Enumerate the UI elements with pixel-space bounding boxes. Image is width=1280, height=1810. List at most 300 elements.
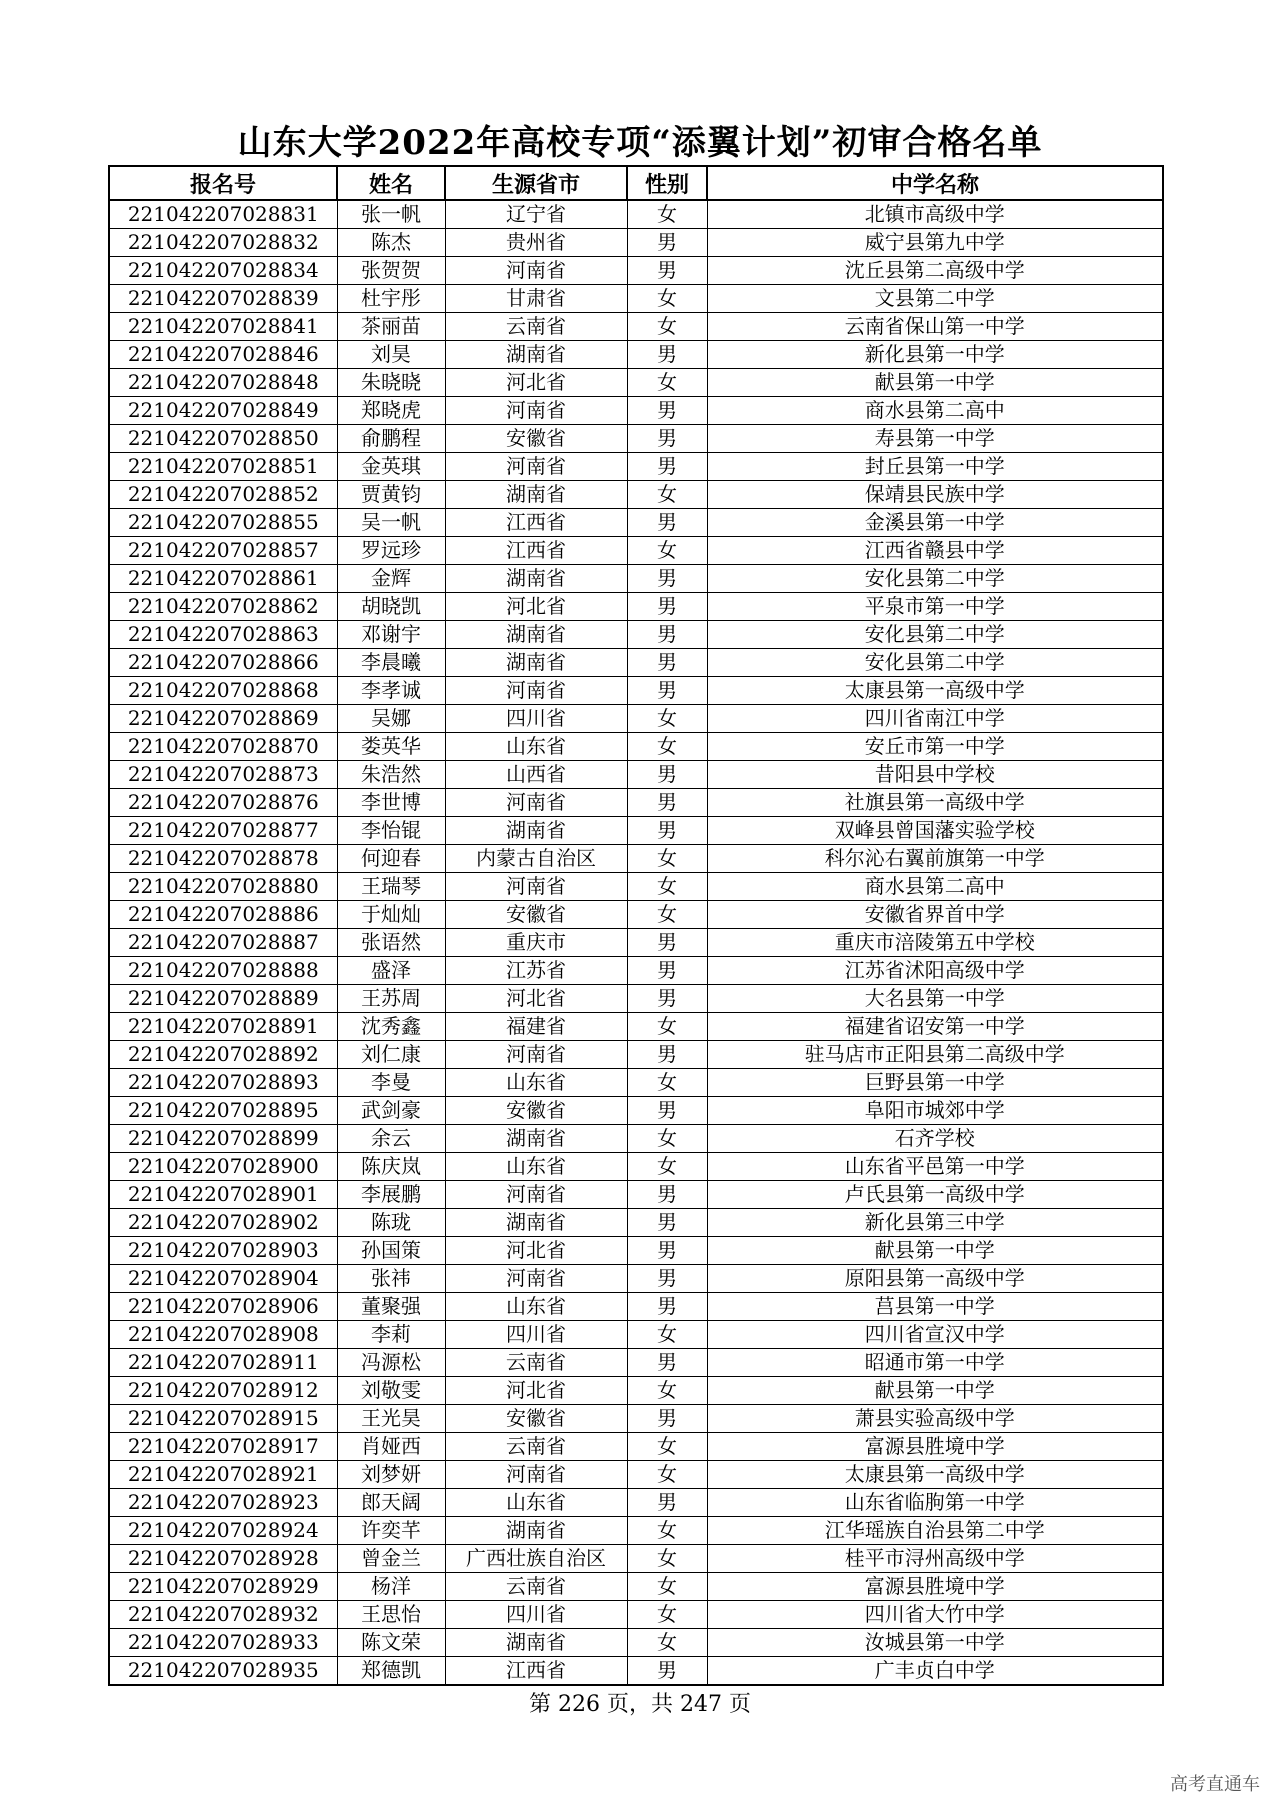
cell-province: 湖南省 [445, 621, 627, 649]
table-row [109, 705, 1163, 733]
cell-gender: 女 [627, 705, 707, 733]
cell-registration-number: 221042207028908 [109, 1321, 337, 1349]
cell-registration-number: 221042207028892 [109, 1041, 337, 1069]
cell-gender: 男 [627, 1209, 707, 1237]
cell-province: 河北省 [445, 985, 627, 1013]
cell-gender: 男 [627, 1489, 707, 1517]
table-row [109, 1545, 1163, 1573]
cell-registration-number: 221042207028870 [109, 733, 337, 761]
cell-school: 平泉市第一中学 [707, 593, 1163, 621]
cell-province: 云南省 [445, 313, 627, 341]
cell-school: 科尔沁右翼前旗第一中学 [707, 845, 1163, 873]
cell-gender: 女 [627, 1629, 707, 1657]
cell-gender: 女 [627, 1601, 707, 1629]
cell-name: 王光昊 [337, 1405, 445, 1433]
cell-province: 河南省 [445, 1265, 627, 1293]
cell-gender: 男 [627, 1657, 707, 1686]
cell-name: 郑德凯 [337, 1657, 445, 1686]
table-row [109, 1601, 1163, 1629]
table-row [109, 733, 1163, 761]
cell-registration-number: 221042207028848 [109, 369, 337, 397]
cell-province: 贵州省 [445, 229, 627, 257]
cell-name: 贾黄钧 [337, 481, 445, 509]
cell-name: 吴一帆 [337, 509, 445, 537]
cell-gender: 女 [627, 1573, 707, 1601]
cell-gender: 女 [627, 901, 707, 929]
cell-name: 李晨曦 [337, 649, 445, 677]
cell-school: 云南省保山第一中学 [707, 313, 1163, 341]
cell-gender: 男 [627, 509, 707, 537]
table-row [109, 229, 1163, 257]
cell-gender: 女 [627, 1545, 707, 1573]
cell-province: 河南省 [445, 257, 627, 285]
cell-school: 驻马店市正阳县第二高级中学 [707, 1041, 1163, 1069]
cell-name: 朱晓晓 [337, 369, 445, 397]
cell-name: 冯源松 [337, 1349, 445, 1377]
cell-registration-number: 221042207028857 [109, 537, 337, 565]
cell-school: 文县第二中学 [707, 285, 1163, 313]
cell-school: 太康县第一高级中学 [707, 1461, 1163, 1489]
cell-registration-number: 221042207028877 [109, 817, 337, 845]
cell-province: 湖南省 [445, 1209, 627, 1237]
cell-name: 杜宇彤 [337, 285, 445, 313]
table-row [109, 789, 1163, 817]
cell-province: 安徽省 [445, 901, 627, 929]
table-row [109, 1237, 1163, 1265]
cell-registration-number: 221042207028924 [109, 1517, 337, 1545]
table-row [109, 1265, 1163, 1293]
table-row [109, 817, 1163, 845]
cell-name: 李世博 [337, 789, 445, 817]
cell-registration-number: 221042207028866 [109, 649, 337, 677]
cell-school: 安化县第二中学 [707, 649, 1163, 677]
cell-province: 河北省 [445, 1377, 627, 1405]
cell-registration-number: 221042207028861 [109, 565, 337, 593]
cell-province: 山东省 [445, 1293, 627, 1321]
cell-registration-number: 221042207028886 [109, 901, 337, 929]
cell-gender: 男 [627, 397, 707, 425]
cell-gender: 男 [627, 649, 707, 677]
table-row [109, 1405, 1163, 1433]
cell-gender: 女 [627, 1013, 707, 1041]
table-row [109, 1293, 1163, 1321]
document-title: 山东大学2022年高校专项“添翼计划”初审合格名单 [237, 123, 1043, 163]
cell-school: 福建省诏安第一中学 [707, 1013, 1163, 1041]
cell-gender: 女 [627, 285, 707, 313]
cell-province: 重庆市 [445, 929, 627, 957]
cell-name: 张语然 [337, 929, 445, 957]
cell-province: 河南省 [445, 1041, 627, 1069]
table-row [109, 677, 1163, 705]
cell-name: 朱浩然 [337, 761, 445, 789]
cell-province: 甘肃省 [445, 285, 627, 313]
cell-school: 大名县第一中学 [707, 985, 1163, 1013]
cell-gender: 男 [627, 1237, 707, 1265]
cell-province: 江苏省 [445, 957, 627, 985]
cell-gender: 男 [627, 1097, 707, 1125]
cell-school: 广丰贞白中学 [707, 1657, 1163, 1686]
cell-gender: 女 [627, 1069, 707, 1097]
table-row [109, 313, 1163, 341]
table-row [109, 453, 1163, 481]
table-row [109, 1069, 1163, 1097]
cell-registration-number: 221042207028893 [109, 1069, 337, 1097]
cell-registration-number: 221042207028863 [109, 621, 337, 649]
table-row [109, 397, 1163, 425]
cell-gender: 男 [627, 425, 707, 453]
cell-gender: 男 [627, 677, 707, 705]
table-row [109, 1573, 1163, 1601]
cell-province: 湖南省 [445, 481, 627, 509]
cell-province: 河南省 [445, 1461, 627, 1489]
column-header-registration-number: 报名号 [109, 166, 337, 200]
cell-school: 保靖县民族中学 [707, 481, 1163, 509]
cell-name: 胡晓凯 [337, 593, 445, 621]
cell-province: 山西省 [445, 761, 627, 789]
cell-name: 娄英华 [337, 733, 445, 761]
cell-name: 王瑞琴 [337, 873, 445, 901]
table-row [109, 901, 1163, 929]
table-row [109, 1489, 1163, 1517]
cell-gender: 女 [627, 1321, 707, 1349]
cell-registration-number: 221042207028862 [109, 593, 337, 621]
cell-school: 巨野县第一中学 [707, 1069, 1163, 1097]
cell-province: 河南省 [445, 453, 627, 481]
cell-name: 陈庆岚 [337, 1153, 445, 1181]
table-row [109, 1349, 1163, 1377]
cell-province: 山东省 [445, 733, 627, 761]
cell-province: 四川省 [445, 1601, 627, 1629]
cell-name: 武剑豪 [337, 1097, 445, 1125]
cell-registration-number: 221042207028917 [109, 1433, 337, 1461]
cell-province: 湖南省 [445, 649, 627, 677]
cell-name: 张贺贺 [337, 257, 445, 285]
cell-name: 俞鹏程 [337, 425, 445, 453]
cell-school: 桂平市浔州高级中学 [707, 1545, 1163, 1573]
cell-name: 陈杰 [337, 229, 445, 257]
cell-name: 李曼 [337, 1069, 445, 1097]
cell-gender: 女 [627, 845, 707, 873]
table-row [109, 537, 1163, 565]
cell-school: 汝城县第一中学 [707, 1629, 1163, 1657]
cell-name: 孙国策 [337, 1237, 445, 1265]
cell-school: 双峰县曾国藩实验学校 [707, 817, 1163, 845]
cell-registration-number: 221042207028832 [109, 229, 337, 257]
cell-school: 献县第一中学 [707, 1237, 1163, 1265]
cell-gender: 男 [627, 985, 707, 1013]
table-row [109, 1321, 1163, 1349]
cell-registration-number: 221042207028888 [109, 957, 337, 985]
table-row [109, 1517, 1163, 1545]
cell-gender: 女 [627, 369, 707, 397]
cell-name: 金辉 [337, 565, 445, 593]
cell-name: 杨洋 [337, 1573, 445, 1601]
cell-gender: 男 [627, 817, 707, 845]
cell-name: 吴娜 [337, 705, 445, 733]
cell-gender: 男 [627, 621, 707, 649]
cell-province: 湖南省 [445, 1629, 627, 1657]
cell-name: 刘梦妍 [337, 1461, 445, 1489]
cell-name: 盛泽 [337, 957, 445, 985]
column-header-gender: 性别 [627, 166, 707, 200]
cell-school: 沈丘县第二高级中学 [707, 257, 1163, 285]
cell-name: 刘敬雯 [337, 1377, 445, 1405]
header-row [109, 166, 1163, 200]
cell-gender: 女 [627, 1125, 707, 1153]
cell-registration-number: 221042207028929 [109, 1573, 337, 1601]
cell-name: 王苏周 [337, 985, 445, 1013]
cell-name: 肖娅西 [337, 1433, 445, 1461]
cell-province: 云南省 [445, 1349, 627, 1377]
cell-province: 河南省 [445, 1181, 627, 1209]
table-row [109, 481, 1163, 509]
table-row [109, 257, 1163, 285]
cell-gender: 男 [627, 565, 707, 593]
cell-gender: 男 [627, 1041, 707, 1069]
cell-registration-number: 221042207028904 [109, 1265, 337, 1293]
cell-province: 湖南省 [445, 1517, 627, 1545]
cell-registration-number: 221042207028912 [109, 1377, 337, 1405]
page-footer: 第 226 页，共 247 页 [529, 1692, 751, 1717]
cell-registration-number: 221042207028850 [109, 425, 337, 453]
cell-name: 于灿灿 [337, 901, 445, 929]
cell-registration-number: 221042207028887 [109, 929, 337, 957]
cell-registration-number: 221042207028831 [109, 200, 337, 229]
cell-name: 张祎 [337, 1265, 445, 1293]
cell-registration-number: 221042207028851 [109, 453, 337, 481]
cell-registration-number: 221042207028873 [109, 761, 337, 789]
table-row [109, 425, 1163, 453]
table-row [109, 957, 1163, 985]
table-row [109, 929, 1163, 957]
table-row [109, 200, 1163, 229]
cell-gender: 男 [627, 957, 707, 985]
cell-school: 北镇市高级中学 [707, 200, 1163, 229]
column-header-province: 生源省市 [445, 166, 627, 200]
cell-name: 李怡锟 [337, 817, 445, 845]
table-row [109, 1629, 1163, 1657]
cell-school: 重庆市涪陵第五中学校 [707, 929, 1163, 957]
cell-name: 曾金兰 [337, 1545, 445, 1573]
cell-school: 昔阳县中学校 [707, 761, 1163, 789]
cell-name: 郑晓虎 [337, 397, 445, 425]
table-row [109, 1041, 1163, 1069]
cell-gender: 女 [627, 200, 707, 229]
table-row [109, 649, 1163, 677]
cell-province: 河北省 [445, 1237, 627, 1265]
cell-registration-number: 221042207028891 [109, 1013, 337, 1041]
cell-school: 富源县胜境中学 [707, 1573, 1163, 1601]
cell-school: 富源县胜境中学 [707, 1433, 1163, 1461]
cell-school: 萧县实验高级中学 [707, 1405, 1163, 1433]
cell-province: 安徽省 [445, 425, 627, 453]
cell-province: 云南省 [445, 1433, 627, 1461]
cell-registration-number: 221042207028841 [109, 313, 337, 341]
cell-registration-number: 221042207028900 [109, 1153, 337, 1181]
cell-registration-number: 221042207028928 [109, 1545, 337, 1573]
cell-registration-number: 221042207028839 [109, 285, 337, 313]
watermark: 高考直通车 [1170, 1774, 1260, 1795]
cell-name: 王思怡 [337, 1601, 445, 1629]
table-row [109, 1181, 1163, 1209]
cell-name: 张一帆 [337, 200, 445, 229]
table-row [109, 285, 1163, 313]
table-row [109, 1461, 1163, 1489]
cell-gender: 女 [627, 313, 707, 341]
cell-province: 河北省 [445, 593, 627, 621]
cell-school: 寿县第一中学 [707, 425, 1163, 453]
table-row [109, 341, 1163, 369]
cell-registration-number: 221042207028901 [109, 1181, 337, 1209]
table-row [109, 761, 1163, 789]
cell-province: 河南省 [445, 873, 627, 901]
cell-province: 内蒙古自治区 [445, 845, 627, 873]
cell-school: 石齐学校 [707, 1125, 1163, 1153]
cell-name: 李展鹏 [337, 1181, 445, 1209]
cell-registration-number: 221042207028834 [109, 257, 337, 285]
cell-province: 河南省 [445, 677, 627, 705]
cell-province: 四川省 [445, 1321, 627, 1349]
cell-gender: 男 [627, 1265, 707, 1293]
table-row [109, 1433, 1163, 1461]
cell-registration-number: 221042207028899 [109, 1125, 337, 1153]
cell-name: 郎天阔 [337, 1489, 445, 1517]
cell-province: 广西壮族自治区 [445, 1545, 627, 1573]
cell-registration-number: 221042207028911 [109, 1349, 337, 1377]
cell-school: 莒县第一中学 [707, 1293, 1163, 1321]
cell-gender: 女 [627, 1517, 707, 1545]
cell-name: 茶丽苗 [337, 313, 445, 341]
cell-school: 威宁县第九中学 [707, 229, 1163, 257]
cell-gender: 女 [627, 733, 707, 761]
cell-name: 余云 [337, 1125, 445, 1153]
cell-province: 山东省 [445, 1489, 627, 1517]
cell-gender: 男 [627, 761, 707, 789]
cell-school: 新化县第三中学 [707, 1209, 1163, 1237]
table-row [109, 565, 1163, 593]
table-row [109, 369, 1163, 397]
cell-registration-number: 221042207028889 [109, 985, 337, 1013]
cell-school: 安化县第二中学 [707, 565, 1163, 593]
cell-registration-number: 221042207028876 [109, 789, 337, 817]
cell-registration-number: 221042207028852 [109, 481, 337, 509]
table-row [109, 985, 1163, 1013]
cell-school: 安徽省界首中学 [707, 901, 1163, 929]
cell-school: 原阳县第一高级中学 [707, 1265, 1163, 1293]
cell-name: 沈秀鑫 [337, 1013, 445, 1041]
cell-gender: 男 [627, 257, 707, 285]
cell-school: 江华瑶族自治县第二中学 [707, 1517, 1163, 1545]
cell-gender: 男 [627, 593, 707, 621]
cell-gender: 男 [627, 341, 707, 369]
cell-registration-number: 221042207028855 [109, 509, 337, 537]
table-row [109, 1153, 1163, 1181]
cell-name: 刘仁康 [337, 1041, 445, 1069]
cell-school: 山东省平邑第一中学 [707, 1153, 1163, 1181]
cell-registration-number: 221042207028915 [109, 1405, 337, 1433]
table-row [109, 1013, 1163, 1041]
cell-gender: 女 [627, 1153, 707, 1181]
cell-school: 献县第一中学 [707, 1377, 1163, 1405]
cell-school: 江苏省沭阳高级中学 [707, 957, 1163, 985]
cell-province: 河南省 [445, 789, 627, 817]
cell-province: 安徽省 [445, 1405, 627, 1433]
cell-registration-number: 221042207028933 [109, 1629, 337, 1657]
table-row [109, 845, 1163, 873]
table-row [109, 1125, 1163, 1153]
cell-school: 安化县第二中学 [707, 621, 1163, 649]
cell-school: 商水县第二高中 [707, 873, 1163, 901]
cell-name: 李莉 [337, 1321, 445, 1349]
cell-name: 陈文荣 [337, 1629, 445, 1657]
cell-gender: 女 [627, 873, 707, 901]
cell-school: 江西省赣县中学 [707, 537, 1163, 565]
table-body [109, 200, 1163, 1685]
cell-name: 金英琪 [337, 453, 445, 481]
cell-school: 昭通市第一中学 [707, 1349, 1163, 1377]
table-row [109, 1209, 1163, 1237]
table-row [109, 621, 1163, 649]
cell-school: 金溪县第一中学 [707, 509, 1163, 537]
cell-registration-number: 221042207028849 [109, 397, 337, 425]
cell-gender: 男 [627, 1293, 707, 1321]
cell-province: 江西省 [445, 1657, 627, 1686]
cell-name: 许奕芊 [337, 1517, 445, 1545]
cell-registration-number: 221042207028921 [109, 1461, 337, 1489]
cell-province: 湖南省 [445, 817, 627, 845]
cell-gender: 男 [627, 229, 707, 257]
cell-registration-number: 221042207028880 [109, 873, 337, 901]
table-row [109, 1657, 1163, 1686]
cell-province: 四川省 [445, 705, 627, 733]
cell-province: 山东省 [445, 1153, 627, 1181]
cell-province: 江西省 [445, 509, 627, 537]
cell-school: 新化县第一中学 [707, 341, 1163, 369]
cell-province: 福建省 [445, 1013, 627, 1041]
cell-school: 献县第一中学 [707, 369, 1163, 397]
cell-registration-number: 221042207028868 [109, 677, 337, 705]
table-row [109, 873, 1163, 901]
cell-registration-number: 221042207028846 [109, 341, 337, 369]
candidate-table [108, 165, 1164, 1686]
cell-registration-number: 221042207028869 [109, 705, 337, 733]
table-row [109, 593, 1163, 621]
cell-gender: 女 [627, 1433, 707, 1461]
cell-registration-number: 221042207028903 [109, 1237, 337, 1265]
cell-province: 河北省 [445, 369, 627, 397]
cell-gender: 男 [627, 1405, 707, 1433]
table-row [109, 509, 1163, 537]
cell-name: 刘昊 [337, 341, 445, 369]
cell-school: 太康县第一高级中学 [707, 677, 1163, 705]
table-row [109, 1377, 1163, 1405]
cell-province: 江西省 [445, 537, 627, 565]
cell-gender: 女 [627, 1461, 707, 1489]
cell-name: 罗远珍 [337, 537, 445, 565]
cell-school: 山东省临朐第一中学 [707, 1489, 1163, 1517]
cell-gender: 男 [627, 929, 707, 957]
cell-gender: 男 [627, 1181, 707, 1209]
cell-name: 董聚强 [337, 1293, 445, 1321]
cell-province: 湖南省 [445, 341, 627, 369]
cell-gender: 男 [627, 789, 707, 817]
cell-province: 辽宁省 [445, 200, 627, 229]
column-header-school: 中学名称 [707, 166, 1163, 200]
cell-school: 四川省南江中学 [707, 705, 1163, 733]
cell-province: 云南省 [445, 1573, 627, 1601]
cell-name: 邓谢宇 [337, 621, 445, 649]
table-header [109, 166, 1163, 200]
